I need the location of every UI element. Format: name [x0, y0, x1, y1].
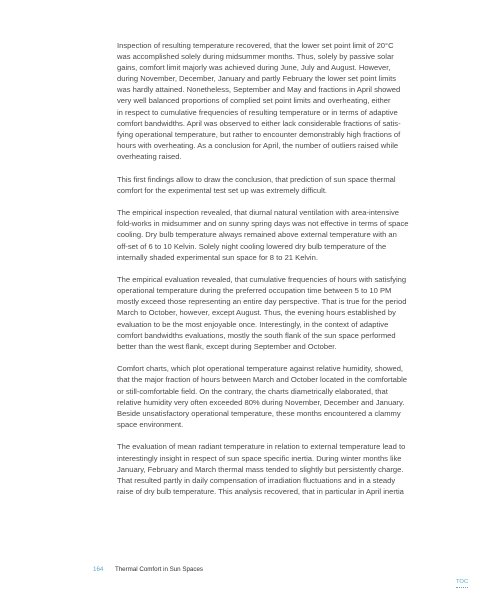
text-line: Beside unsatisfactory operational temperature, these months encountered a clammy: [117, 408, 401, 418]
text-line: comfort bandwidths evaluations, mostly the south flank of the sun space performed: [117, 330, 396, 340]
text-line: was hardly attained. Nonetheless, September and May and fractions in April showed: [117, 85, 401, 95]
text-line: evaluation to be the most enjoyable once. Interestingly, in the context of adaptive: [117, 319, 389, 329]
text-line: March to October, however, except August. Thus, the evening hours established by: [117, 308, 396, 318]
page-footer: [93, 566, 203, 574]
text-line: Inspection of resulting temperature recovered, that the lower set point limit of 20°C: [117, 41, 394, 50]
text-line: during November, December, January and partly February the lower set point limits: [117, 74, 396, 84]
text-line: The empirical evaluation revealed, that cumulative frequencies of hours with satisfying: [117, 275, 407, 285]
text-line: space environment.: [117, 419, 184, 429]
text-line: relative humidity very often exceeded 80% during November, December and January.: [117, 397, 405, 407]
paragraph: [117, 207, 445, 262]
text-line: comfort for the experimental test set up was extremely difficult.: [117, 185, 328, 195]
paragraph: [117, 441, 445, 496]
text-line: mostly exceed those representing an entire day perspective. That is true for the period: [117, 297, 407, 307]
text-line: Comfort charts, which plot operational temperature against relative humidity, showed,: [117, 364, 404, 374]
paragraph: [117, 40, 445, 162]
text-line: The evaluation of mean radiant temperature in relation to external temperature lead to: [117, 442, 406, 452]
text-line: raise of dry bulb temperature. This analysis recovered, that in particular in April inertia: [117, 486, 404, 496]
text-line: that the major fraction of hours between March and October located in the comfortable: [117, 375, 407, 385]
text-line: in respect to cumulative frequencies of resulting temperature or in terms of adaptive: [117, 107, 398, 117]
text-line: or still-comfortable field. On the contrary, the charts diametrically elaborated, that: [117, 386, 388, 396]
running-title: Thermal Comfort in Sun Spaces: [114, 566, 203, 573]
paragraph: [117, 174, 445, 196]
text-line: was accomplished solely during midsummer months. Thus, solely by passive solar: [117, 52, 394, 62]
text-line: very well balanced proportions of complied set point limits and overheating, either: [117, 96, 391, 106]
text-line: The empirical inspection revealed, that diurnal natural ventilation with area-intensive: [117, 208, 399, 218]
text-line: cooling. Dry bulb temperature always remained above external temperature with an: [117, 230, 397, 240]
text-line: off-set of 6 to 10 Kelvin. Solely night cooling lowered dry bulb temperature of the: [117, 241, 387, 251]
text-line: That resulted partly in daily compensation of irradiation fluctuations and in a steady: [117, 475, 396, 485]
text-line: fying operational temperature, but rather to encounter demonstrably high fractions of: [117, 129, 401, 139]
body-text: [117, 40, 445, 508]
text-line: operational temperature during the preferred occupation time between 5 to 10 PM: [117, 286, 392, 296]
text-line: internally shaded experimental sun space for 8 to 21 Kelvin.: [117, 252, 318, 262]
toc-link[interactable]: TOC: [456, 579, 468, 588]
text-line: This first findings allow to draw the conclusion, that prediction of sun space thermal: [117, 174, 396, 184]
text-line: fold-works in midsummer and on sunny spring days was not effective in terms of space: [117, 219, 409, 229]
page-number: 164: [93, 566, 104, 573]
text-line: interestingly insight in respect of sun space specific inertia. During winter months like: [117, 453, 402, 463]
paragraph: [117, 363, 445, 430]
text-line: better than the west flank, except during September and October.: [117, 341, 337, 351]
paragraph: [117, 274, 445, 352]
text-line: comfort bandwidths. April was observed to either lack considerable fractions of satis-: [117, 118, 401, 128]
text-line: overheating raised.: [117, 151, 182, 161]
text-line: gains, comfort limit majorly was achieved during June, July and August. However,: [117, 63, 391, 73]
text-line: January, February and March thermal mass tended to slightly but persistently charge.: [117, 464, 404, 474]
text-line: hours with overheating. As a conclusion for April, the number of outliers raised while: [117, 140, 399, 150]
